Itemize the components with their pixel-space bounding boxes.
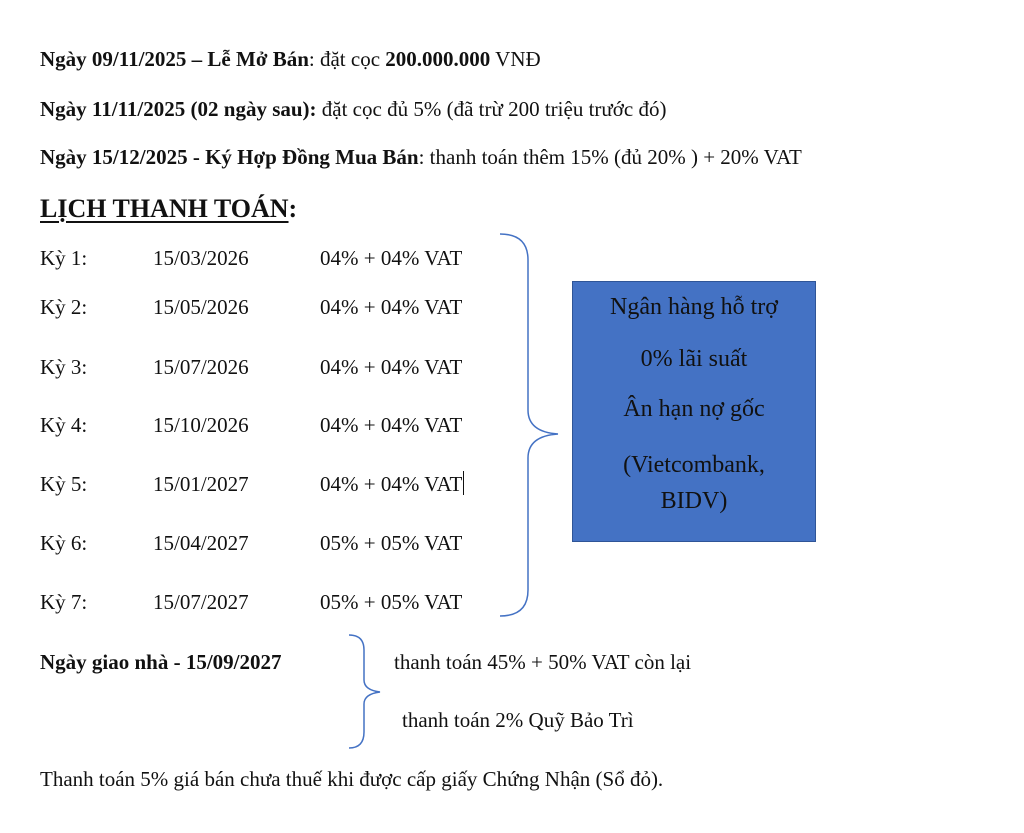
handover-item-2: thanh toán 2% Quỹ Bảo Trì	[402, 708, 634, 732]
bank-support-box: Ngân hàng hỗ trợ 0% lãi suất Ân hạn nợ gốc (Vietcombank, BIDV)	[572, 281, 816, 542]
schedule-brace	[498, 230, 568, 622]
schedule-heading: LỊCH THANH TOÁN:	[40, 194, 298, 223]
intro-line-2: Ngày 11/11/2025 (02 ngày sau): đặt cọc đủ 5% (đã trừ 200 triệu trước đó)	[40, 97, 667, 121]
text-cursor	[463, 471, 464, 495]
intro-line-3: Ngày 15/12/2025 - Ký Hợp Đồng Mua Bán: thanh toán thêm 15% (đủ 20% ) + 20% VAT	[40, 145, 802, 169]
handover-label: Ngày giao nhà - 15/09/2027	[40, 650, 282, 674]
handover-item-1: thanh toán 45% + 50% VAT còn lại	[394, 650, 692, 674]
intro-line-1: Ngày 09/11/2025 – Lễ Mở Bán: đặt cọc 200.000.000 VNĐ	[40, 47, 541, 71]
handover-brace	[346, 632, 386, 752]
opening-date: Ngày 09/11/2025 – Lễ Mở Bán	[40, 47, 309, 71]
deposit-amount: 200.000.000	[385, 47, 491, 71]
footer-note: Thanh toán 5% giá bán chưa thuế khi được cấp giấy Chứng Nhận (Sổ đỏ).	[40, 767, 664, 791]
